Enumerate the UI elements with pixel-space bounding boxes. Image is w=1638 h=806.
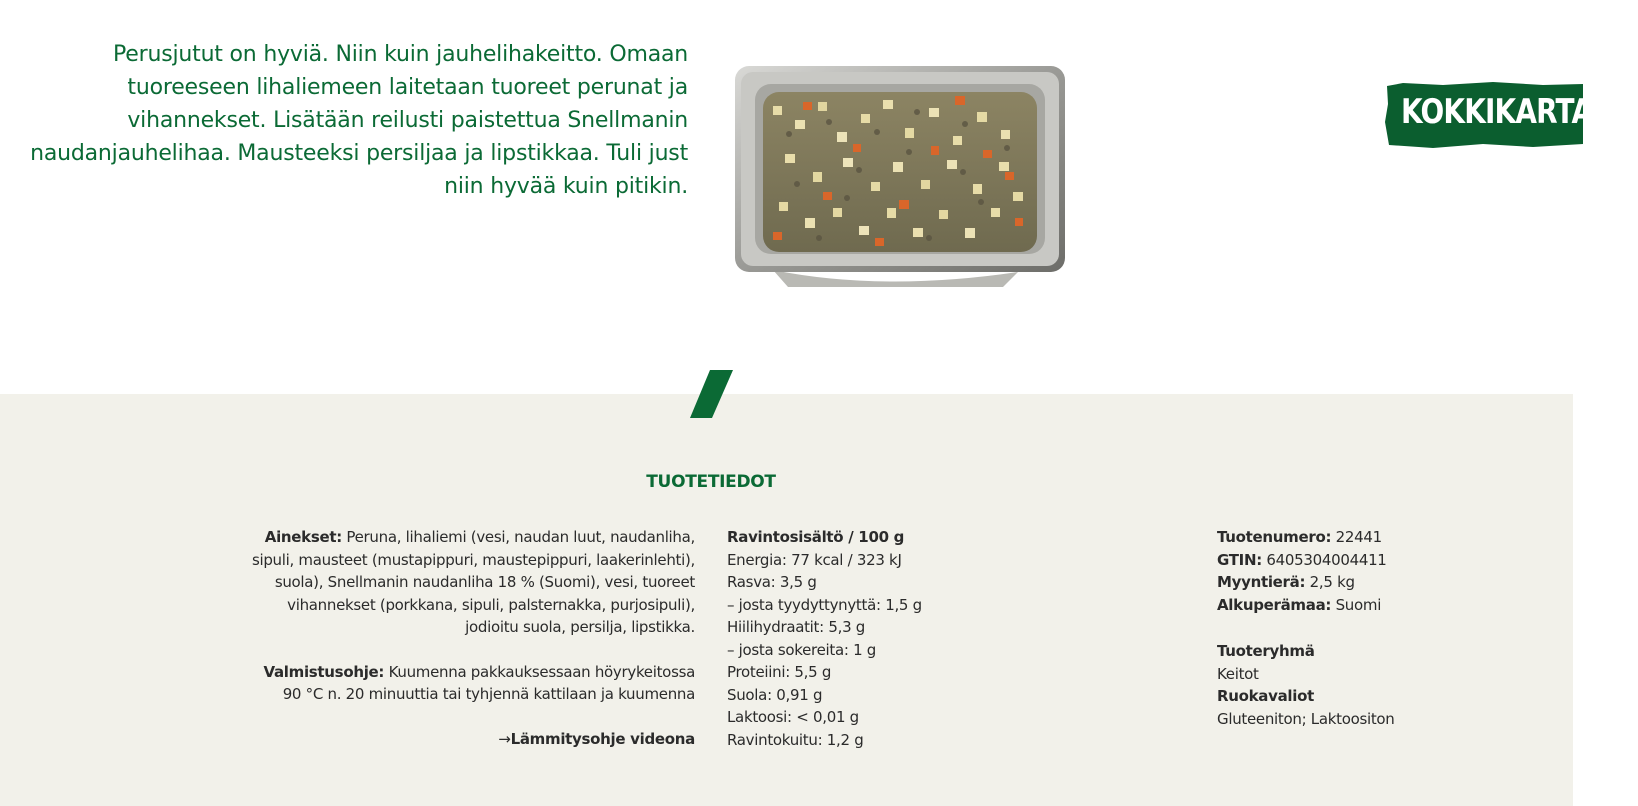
nutrition-row: Energia: 77 kcal / 323 kJ [727, 550, 902, 569]
product-number-value: 22441 [1335, 528, 1382, 546]
gtin-label: GTIN: [1217, 550, 1262, 569]
country-of-origin [1217, 594, 1557, 617]
nutrition-row: Laktoosi: < 0,01 g [727, 708, 859, 726]
ingredients [245, 526, 695, 639]
nutrition-row: Hiilihydraatit: 5,3 g [727, 618, 866, 636]
sales-batch-label: Myyntierä: [1217, 573, 1306, 591]
arrow-right-icon: → [498, 729, 511, 748]
sales-batch [1217, 571, 1557, 594]
gtin [1217, 549, 1557, 572]
soup-pan-image [733, 62, 1067, 288]
nutrition-column [727, 526, 1057, 751]
diets-value: Gluteeniton; Laktoositon [1217, 709, 1395, 728]
nutrition-row: – josta tyydyttynyttä: 1,5 g [727, 595, 922, 614]
ingredients-column [245, 526, 695, 750]
preparation-instructions [245, 661, 695, 706]
ingredients-label: Ainekset: [264, 528, 342, 546]
section-title: TUOTETIEDOT [646, 472, 776, 492]
nutrition-title: Ravintosisältö / 100 g [727, 528, 905, 546]
product-details-column [1217, 526, 1557, 730]
sales-batch-value: 2,5 kg [1309, 573, 1355, 591]
nutrition-row: Rasva: 3,5 g [727, 573, 817, 591]
ingredients-text: Peruna, lihaliemi (vesi, naudan luut, naudanliha, sipuli, mausteet (mustapippuri, maustepippuri, laakerinlehti), suola), Snellmanin naudanliha 18 % (Suomi), vesi, tuoreet vihannekset (porkkana, sipuli, palsternakka, purjosipuli), jodioitu suola, persilja, lipstikka. [251, 528, 695, 636]
product-description: Perusjutut on hyviä. Niin kuin jauhelihakeitto. Omaan tuoreeseen lihaliemeen laitetaan tuoreet perunat ja vihannekset. Lisätään reilusti paistettua Snellmanin naudanjauhelihaa. Mausteeksi persiljaa ja lipstikkaa. Tuli just niin hyvää kuin pitikin. [30, 42, 688, 199]
gtin-value: 6405304004411 [1266, 550, 1387, 569]
product-number-label: Tuotenumero: [1217, 528, 1332, 546]
instructions-text: Kuumenna pakkauksessaan höyrykeitossa 90 °C n. 20 minuuttia tai tyhjennä kattilaan ja kuumenna [282, 662, 695, 703]
product-group-label: Tuoteryhmä [1217, 642, 1315, 660]
instructions-label: Valmistusohje: [263, 662, 385, 681]
nutrition-row: Suola: 0,91 g [727, 685, 823, 704]
origin-value: Suomi [1335, 595, 1382, 614]
product-number [1217, 526, 1557, 549]
nutrition-row: – josta sokereita: 1 g [727, 640, 877, 659]
nutrition-row: Proteiini: 5,5 g [727, 663, 832, 681]
diets-label: Ruokavaliot [1217, 687, 1314, 705]
product-group-value: Keitot [1217, 664, 1259, 683]
heating-video-link[interactable] [245, 728, 695, 751]
slash-divider-icon [690, 370, 734, 420]
nutrition-row: Ravintokuitu: 1,2 g [727, 730, 864, 749]
video-link-label: Lämmitysohje videona [510, 729, 695, 748]
brand-logo-text: KOKKIKARTANO [1401, 92, 1638, 132]
origin-label: Alkuperämaa: [1217, 595, 1332, 614]
